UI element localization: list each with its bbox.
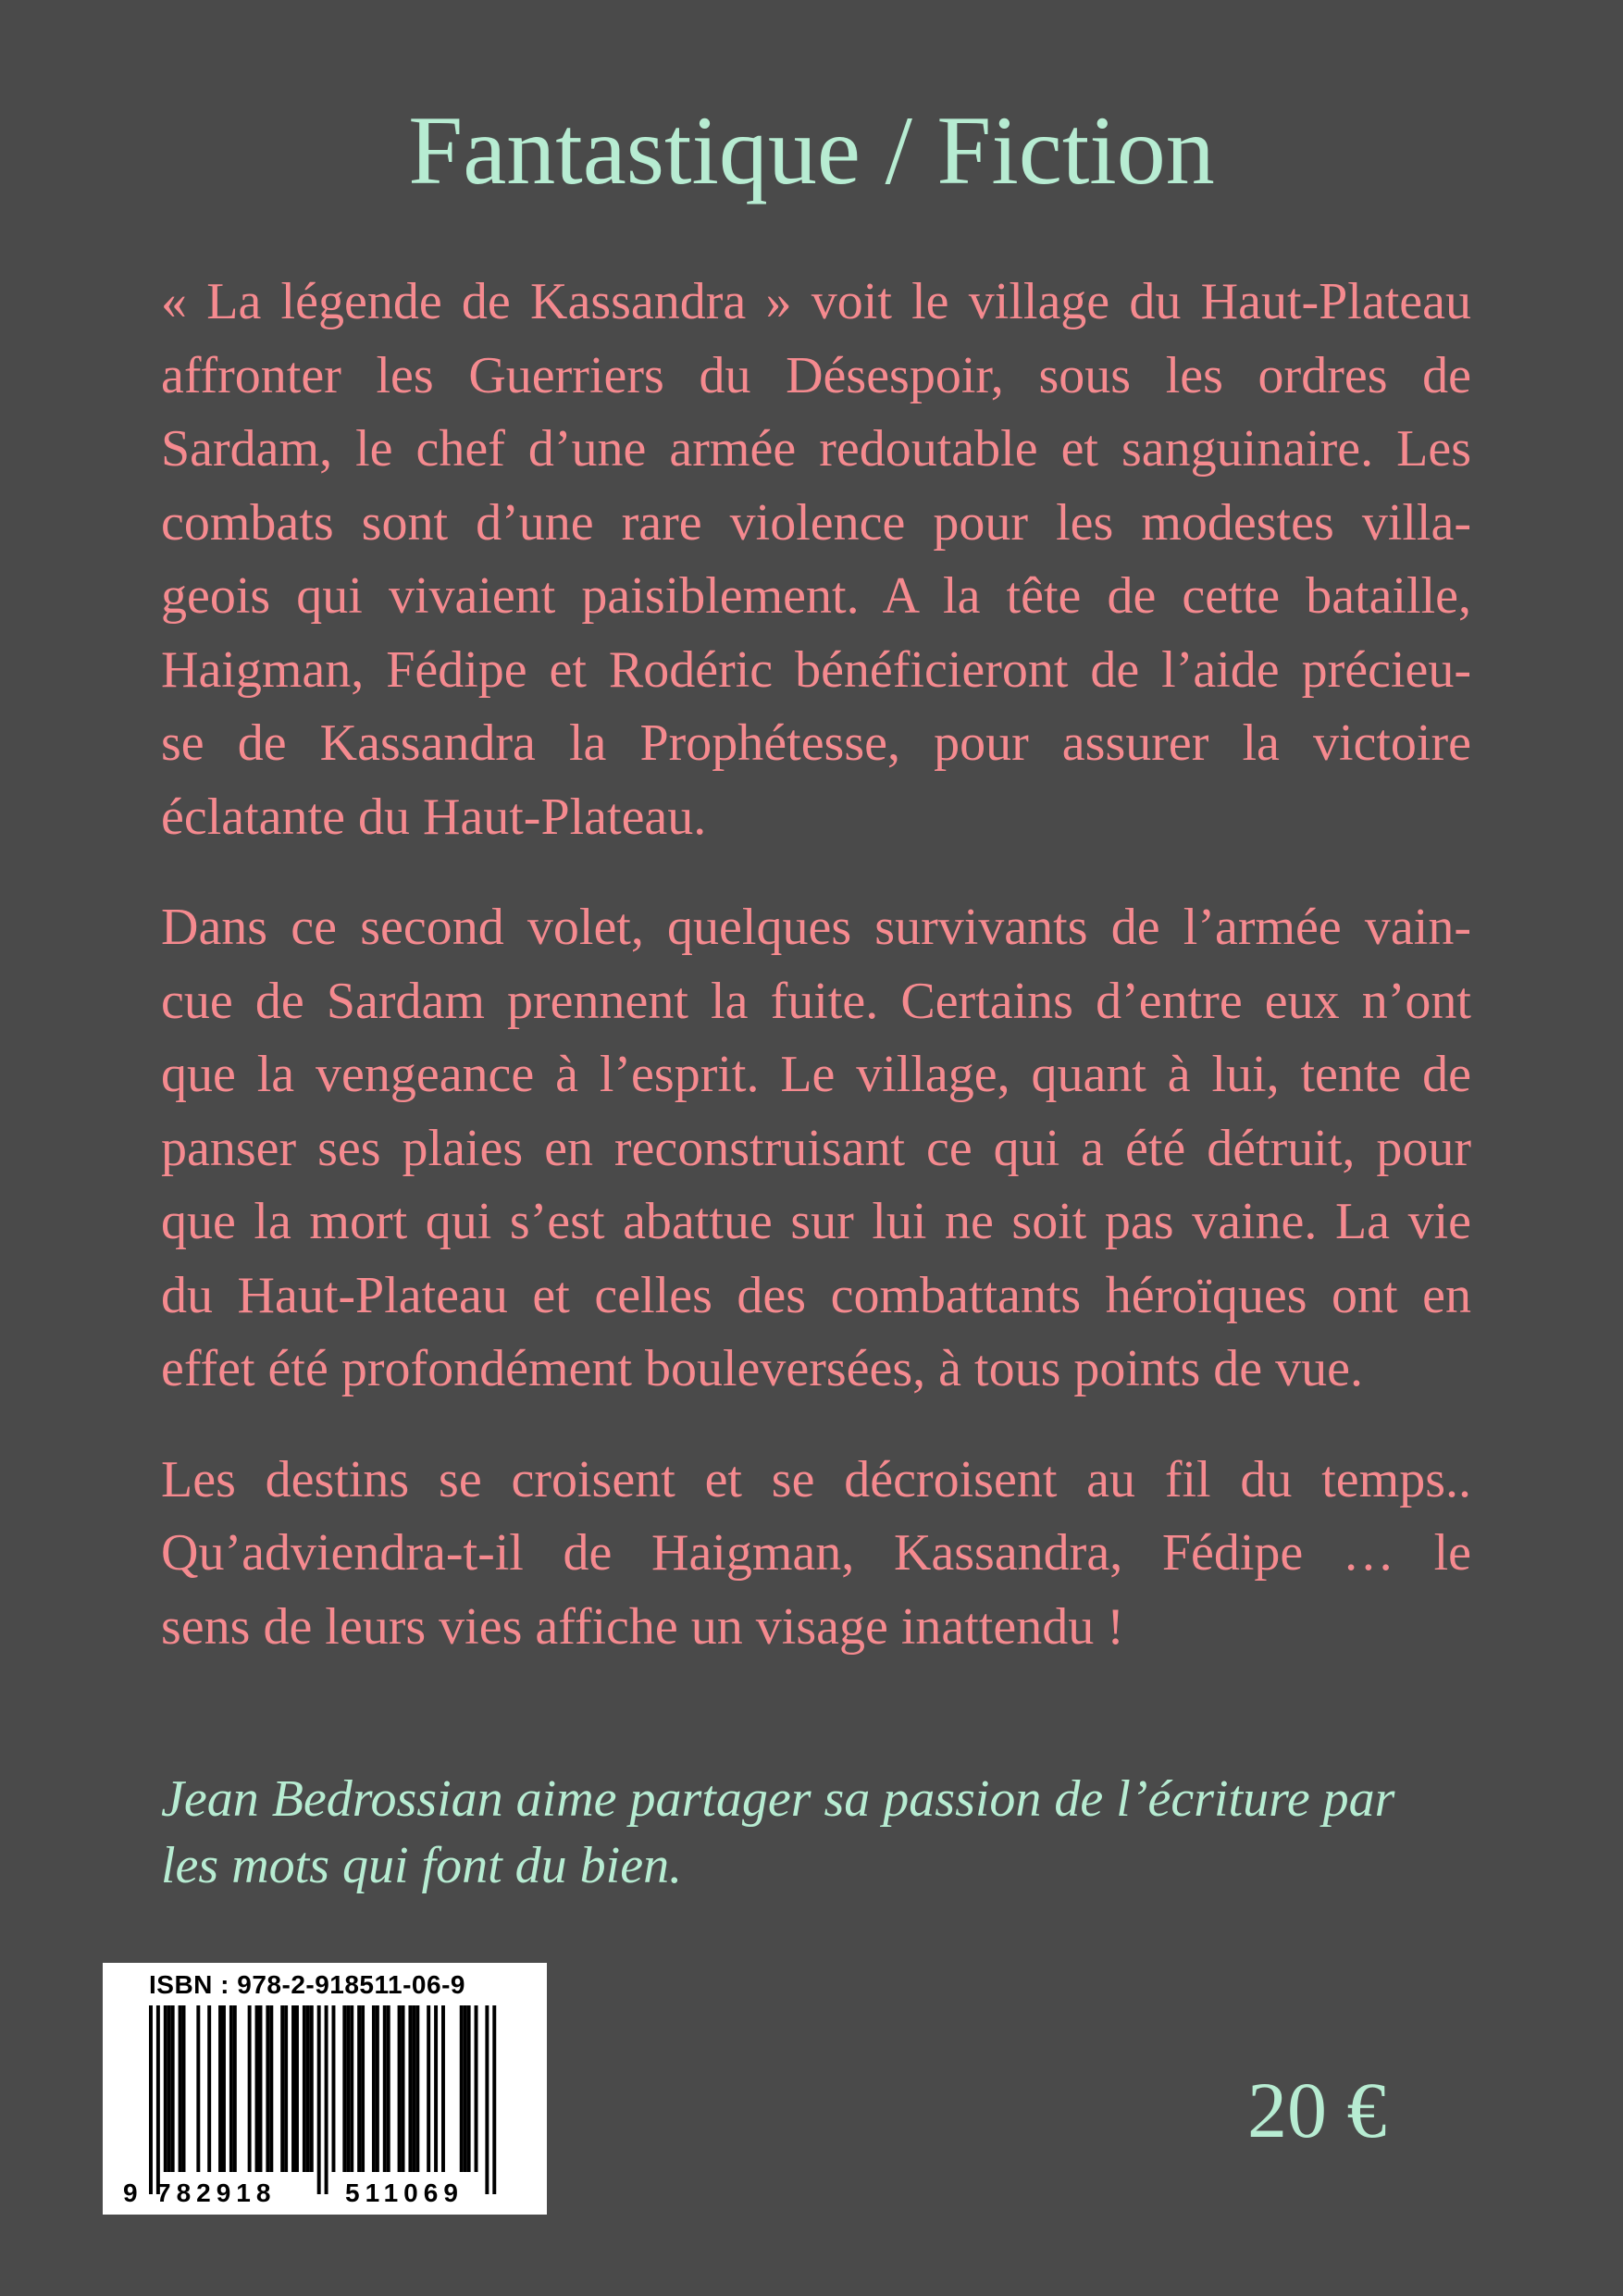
synopsis-paragraph-1 xyxy=(161,266,1471,854)
synopsis-line: « La légende de Kassandra » voit le village du Haut-Plateau xyxy=(161,273,1471,330)
synopsis-line: Dans ce second volet, quelques survivants de l’armée vain- xyxy=(161,899,1471,956)
barcode-digits-right: 511069 xyxy=(345,2178,464,2207)
synopsis-line: cue de Sardam prennent la fuite. Certains d’entre eux n’ont xyxy=(161,972,1471,1030)
barcode-bar xyxy=(464,2005,467,2172)
barcode-bar xyxy=(467,2005,471,2172)
barcode-digit-lead: 9 xyxy=(123,2178,143,2207)
synopsis-line: Les destins se croisent et se décroisent au fil du temps.. xyxy=(161,1450,1471,1508)
barcode-bar xyxy=(164,2005,167,2172)
barcode-bar xyxy=(361,2005,365,2172)
barcode-bar xyxy=(357,2005,361,2172)
synopsis-line: se de Kassandra la Prophétesse, pour assurer la victoire xyxy=(161,714,1471,772)
synopsis-line: Qu’adviendra-t-il de Haigman, Kassandra, Fédipe … le xyxy=(161,1524,1471,1582)
barcode-bar xyxy=(350,2005,353,2172)
barcode-bar xyxy=(412,2005,415,2172)
barcode-bar xyxy=(383,2005,387,2172)
barcode-bar xyxy=(376,2005,379,2172)
barcode-bar xyxy=(196,2005,200,2172)
synopsis-line: affronter les Guerriers du Désespoir, sous les ordres de xyxy=(161,346,1471,404)
synopsis-line: effet été profondément bouleversées, à tous points de vue. xyxy=(161,1340,1363,1397)
barcode-bar xyxy=(441,2005,445,2172)
synopsis-line: éclatante du Haut-Plateau. xyxy=(161,788,707,846)
barcode-bar xyxy=(248,2005,252,2172)
barcode-bars xyxy=(103,1963,547,2215)
synopsis-line: combats sont d’une rare violence pour les modestes villa- xyxy=(161,493,1471,552)
barcode-bar xyxy=(402,2005,405,2172)
barcode-bar xyxy=(387,2005,390,2172)
barcode-bar xyxy=(346,2005,350,2172)
synopsis-line: panser ses plaies en reconstruisant ce qui a été détruit, pour xyxy=(161,1119,1471,1177)
barcode-bar xyxy=(427,2005,430,2172)
barcode-bar xyxy=(342,2005,346,2172)
barcode-bar xyxy=(415,2005,419,2172)
barcode-bar xyxy=(306,2005,310,2172)
barcode-bar xyxy=(408,2005,412,2172)
barcode-guard-bar xyxy=(485,2005,489,2194)
barcode-bar xyxy=(295,2005,299,2172)
synopsis-line: sens de leurs vies affiche un visage inattendu ! xyxy=(161,1597,1124,1656)
barcode-bar xyxy=(229,2005,233,2172)
barcode-bar xyxy=(259,2005,263,2172)
barcode-bar xyxy=(222,2005,226,2172)
barcode-bar xyxy=(207,2005,211,2172)
barcode-bar xyxy=(266,2005,269,2172)
author-note-line: Jean Bedrossian aime partager sa passion de l’écriture par xyxy=(161,1770,1395,1828)
author-note-line: les mots qui font du bien. xyxy=(161,1837,683,1894)
barcode-bar xyxy=(269,2005,273,2172)
barcode-bar xyxy=(398,2005,402,2172)
barcode-digits-left: 782918 xyxy=(156,2178,277,2207)
synopsis-line: du Haut-Plateau et celles des combattants héroïques ont en xyxy=(161,1266,1471,1324)
synopsis-line: que la vengeance à l’esprit. Le village, quant à lui, tente de xyxy=(161,1046,1471,1103)
barcode-guard-bar xyxy=(156,2005,160,2194)
barcode-guard-bar xyxy=(325,2005,328,2194)
isbn-label: ISBN : 978-2-918511-06-9 xyxy=(149,1970,465,1999)
barcode-bar xyxy=(171,2005,175,2172)
synopsis xyxy=(161,266,1471,1701)
synopsis-paragraph-3 xyxy=(161,1444,1471,1665)
barcode-guard-bar xyxy=(149,2005,153,2194)
synopsis-line: Sardam, le chef d’une armée redoutable et sanguinaire. Les xyxy=(161,420,1471,478)
barcode-bar xyxy=(218,2005,222,2172)
synopsis-paragraph-2 xyxy=(161,891,1471,1407)
barcode-bar xyxy=(167,2005,171,2172)
barcode-bar xyxy=(460,2005,464,2172)
barcode-bar xyxy=(332,2005,336,2172)
barcode-guard-bar xyxy=(317,2005,321,2194)
barcode-bar xyxy=(280,2005,284,2172)
barcode-bar xyxy=(303,2005,306,2172)
price: 20 € xyxy=(1247,2066,1387,2154)
barcode-bar xyxy=(255,2005,259,2172)
synopsis-line: geois qui vivaient paisiblement. A la tête de cette bataille, xyxy=(161,567,1471,625)
barcode-bar xyxy=(284,2005,288,2172)
barcode-box xyxy=(103,1963,547,2215)
barcode-bar xyxy=(179,2005,182,2172)
barcode-bar xyxy=(233,2005,237,2172)
barcode-bar xyxy=(291,2005,295,2172)
synopsis-line: Haigman, Fédipe et Rodéric bénéficieront de l’aide précieu- xyxy=(161,640,1471,699)
genre-title: Fantastique / Fiction xyxy=(408,96,1215,205)
barcode-bar xyxy=(475,2005,478,2172)
author-note xyxy=(161,1766,1471,1899)
barcode-bar xyxy=(310,2005,314,2172)
barcode-bar xyxy=(182,2005,186,2172)
synopsis-line: que la mort qui s’est abattue sur lui ne soit pas vaine. La vie xyxy=(161,1193,1471,1250)
barcode-bar xyxy=(434,2005,438,2172)
barcode-guard-bar xyxy=(492,2005,496,2194)
barcode-bar xyxy=(372,2005,376,2172)
